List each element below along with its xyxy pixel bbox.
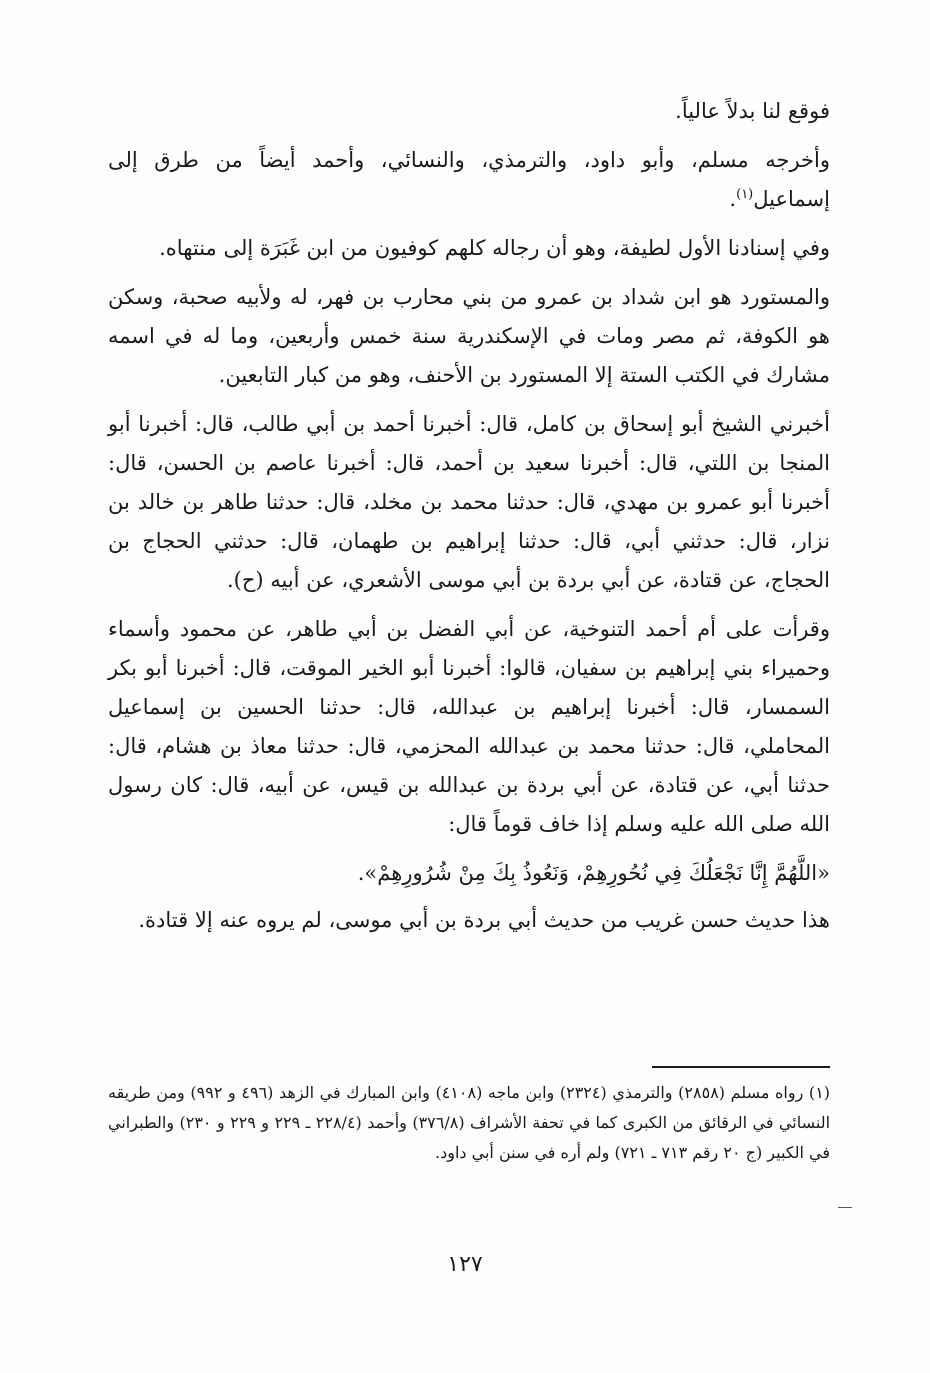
footnote-separator	[652, 1066, 830, 1068]
paragraph-4: والمستورد هو ابن شداد بن عمرو من بني محارب بن فهر، له ولأبيه صحبة، وسكن هو الكوفة، ثم مصر ومات في الإسكندرية سنة خمس وأربعين، وما له في اسمه مشارك في الكتب الستة إلا المستورد بن الأحنف، وهو من كبار التابعين.	[108, 285, 830, 387]
paragraph-2-text: وأخرجه مسلم، وأبو داود، والترمذي، والنسائي، وأحمد أيضاً من طرق إلى إسماعيل	[108, 148, 830, 211]
paragraph-2-end: .	[729, 187, 737, 211]
page-body	[108, 92, 830, 950]
margin-mark	[838, 1207, 852, 1208]
footnote-reference[interactable]: (١)	[736, 187, 754, 202]
paragraph-3: وفي إسنادنا الأول لطيفة، وهو أن رجاله كلهم كوفيون من ابن غَبَرَة إلى منتهاه.	[159, 236, 830, 260]
footnote-1: (١) رواه مسلم (٢٨٥٨) والترمذي (٢٣٢٤) وابن ماجه (٤١٠٨) وابن المبارك في الزهد (٤٩٦ و ٩٩٢) ومن طريقه النسائي في الرقائق من الكبرى كما في تحفة الأشراف (٣٧٦/٨) وأحمد (٢٢٨/٤ ـ ٢٢٩ و ٢٢٩ و ٢٣٠) والطبراني في الكبير (ج ٢٠ رقم ٧١٣ ـ ٧٢١) ولم أره في سنن أبي داود.	[108, 1083, 831, 1162]
closing-paragraph: هذا حديث حسن غريب من حديث أبي بردة بن أبي موسى، لم يروه عنه إلا قتادة.	[138, 908, 830, 932]
paragraph-1: فوقع لنا بدلاً عالياً.	[675, 99, 830, 123]
page-number: ١٢٧	[447, 1252, 483, 1277]
hadith-quote: «اللَّهُمَّ إِنَّا نَجْعَلُكَ فِي نُحُورِهِمْ، وَنَعُوذُ بِكَ مِنْ شُرُورِهِمْ».	[357, 861, 830, 885]
paragraph-6-isnad: وقرأت على أم أحمد التنوخية، عن أبي الفضل بن أبي طاهر، عن محمود وأسماء وحميراء بني إبراهيم بن سفيان، قالوا: أخبرنا أبو الخير الموقت، قال: أخبرنا أبو بكر السمسار، قال: أخبرنا إبراهيم بن عبدالله، قال: حدثنا الحسين بن إسماعيل المحاملي، قال: حدثنا محمد بن عبدالله المحزمي، قال: حدثنا معاذ بن هشام، قال: حدثنا أبي، عن قتادة، عن أبي بردة بن عبدالله بن قيس، عن أبيه، قال: كان رسول الله صلى الله عليه وسلم إذا خاف قوماً قال:	[108, 617, 830, 836]
paragraph-5-isnad: أخبرني الشيخ أبو إسحاق بن كامل، قال: أخبرنا أحمد بن أبي طالب، قال: أخبرنا أبو المنجا بن اللتي، قال: أخبرنا سعيد بن أحمد، قال: أخبرنا عاصم بن الحسن، قال: أخبرنا أبو عمرو بن مهدي، قال: حدثنا محمد بن مخلد، قال: حدثنا طاهر بن خالد بن نزار، قال: حدثني أبي، قال: حدثنا إبراهيم بن طهمان، قال: حدثني الحجاج بن الحجاج، عن قتادة، عن أبي بردة بن أبي موسى الأشعري، عن أبيه (ح).	[108, 412, 830, 592]
paragraph-2	[108, 141, 830, 219]
footnotes	[108, 1078, 830, 1168]
